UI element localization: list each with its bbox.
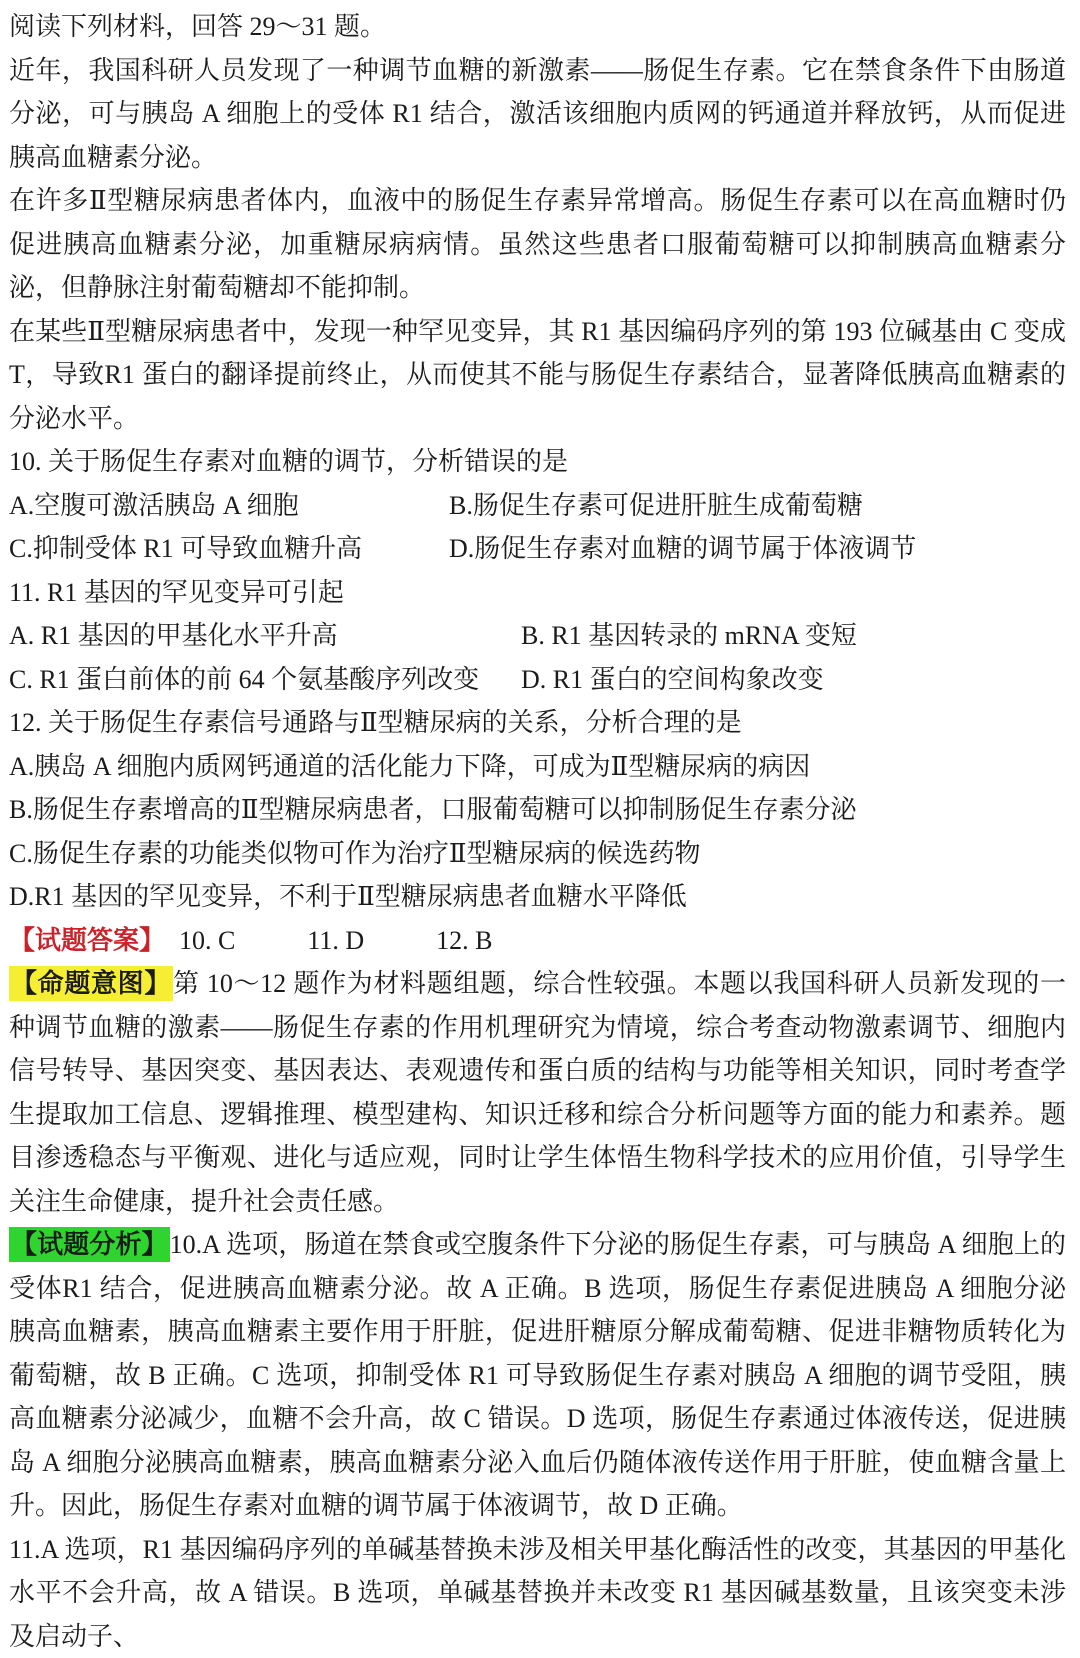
- material-paragraph-1: 近年，我国科研人员发现了一种调节血糖的新激素——肠促生存素。它在禁食条件下由肠道分泌，可与胰岛 A 细胞上的受体 R1 结合，激活该细胞内质网的钙通道并释放钙，从而促进胰高血糖素分泌。: [9, 49, 1066, 180]
- answer-q11: 11. D: [307, 919, 364, 963]
- question-12-option-d: D.R1 基因的罕见变异，不利于Ⅱ型糖尿病患者血糖水平降低: [9, 875, 1066, 919]
- question-10-option-b: B.肠促生存素可促进肝脏生成葡萄糖: [449, 484, 863, 528]
- question-11-stem: 11. R1 基因的罕见变异可引起: [9, 571, 1066, 615]
- question-11: [9, 571, 1066, 702]
- question-12: [9, 701, 1066, 919]
- intro-line: 阅读下列材料，回答 29～31 题。: [9, 5, 1066, 49]
- question-10-option-c: C.抑制受体 R1 可导致血糖升高: [9, 527, 449, 571]
- analysis-text-q10: 10.A 选项，肠道在禁食或空腹条件下分泌的肠促生存素，可与胰岛 A 细胞上的受体R1 结合，促进胰高血糖素分泌。故 A 正确。B 选项，肠促生存素促进胰岛 A 细胞分泌胰高血糖素，胰高血糖素主要作用于肝脏，促进肝糖原分解成葡萄糖、促进非糖物质转化为葡萄糖，故 B 正确。C 选项，抑制受体 R1 可导致肠促生存素对胰岛 A 细胞的调节受阻，胰高血糖素分泌减少，血糖不会升高，故 C 错误。D 选项，肠促生存素通过体液传送，促进胰岛 A 细胞分泌胰高血糖素，胰高血糖素分泌入血后仍随体液传送作用于肝脏，使血糖含量上升。因此，肠促生存素对血糖的调节属于体液调节，故 D 正确。: [9, 1230, 1066, 1520]
- question-11-options-row-1: [9, 614, 1066, 658]
- material-paragraph-2: 在许多Ⅱ型糖尿病患者体内，血液中的肠促生存素异常增高。肠促生存素可以在高血糖时仍促进胰高血糖素分泌，加重糖尿病病情。虽然这些患者口服葡萄糖可以抑制胰高血糖素分泌，但静脉注射葡萄糖却不能抑制。: [9, 179, 1066, 310]
- question-12-option-b: B.肠促生存素增高的Ⅱ型糖尿病患者，口服葡萄糖可以抑制肠促生存素分泌: [9, 788, 1066, 832]
- analysis-paragraph-1: [9, 1223, 1066, 1528]
- answer-label: 【试题答案】: [9, 919, 165, 963]
- question-11-option-d: D. R1 蛋白的空间构象改变: [521, 658, 824, 702]
- question-11-option-b: B. R1 基因转录的 mRNA 变短: [521, 614, 857, 658]
- intent-paragraph: [9, 962, 1066, 1223]
- question-11-option-a: A. R1 基因的甲基化水平升高: [9, 614, 521, 658]
- answer-q12: 12. B: [436, 919, 492, 963]
- question-11-options-row-2: [9, 658, 1066, 702]
- question-10-options-row-1: [9, 484, 1066, 528]
- question-12-option-c: C.肠促生存素的功能类似物可作为治疗Ⅱ型糖尿病的候选药物: [9, 832, 1066, 876]
- question-12-option-a: A.胰岛 A 细胞内质网钙通道的活化能力下降，可成为Ⅱ型糖尿病的病因: [9, 745, 1066, 789]
- question-11-option-c: C. R1 蛋白前体的前 64 个氨基酸序列改变: [9, 658, 521, 702]
- question-12-stem: 12. 关于肠促生存素信号通路与Ⅱ型糖尿病的关系，分析合理的是: [9, 701, 1066, 745]
- answer-row: [9, 919, 1066, 963]
- analysis-label: 【试题分析】: [9, 1227, 170, 1262]
- material-paragraph-3: 在某些Ⅱ型糖尿病患者中，发现一种罕见变异，其 R1 基因编码序列的第 193 位碱基由 C 变成 T，导致R1 蛋白的翻译提前终止，从而使其不能与肠促生存素结合，显著降低胰高血糖素的分泌水平。: [9, 310, 1066, 441]
- question-10: [9, 440, 1066, 571]
- question-10-options-row-2: [9, 527, 1066, 571]
- question-10-option-d: D.肠促生存素对血糖的调节属于体液调节: [449, 527, 916, 571]
- question-10-option-a: A.空腹可激活胰岛 A 细胞: [9, 484, 449, 528]
- question-10-stem: 10. 关于肠促生存素对血糖的调节，分析错误的是: [9, 440, 1066, 484]
- intent-label: 【命题意图】: [9, 966, 173, 1001]
- analysis-paragraph-2: 11.A 选项，R1 基因编码序列的单碱基替换未涉及相关甲基化酶活性的改变，其基因的甲基化水平不会升高，故 A 错误。B 选项，单碱基替换并未改变 R1 基因碱基数量，且该突变未涉及启动子、: [9, 1528, 1066, 1658]
- answer-q10: 10. C: [179, 919, 235, 963]
- intent-text: 第 10～12 题作为材料题组题，综合性较强。本题以我国科研人员新发现的一种调节血糖的激素——肠促生存素的作用机理研究为情境，综合考查动物激素调节、细胞内信号转导、基因突变、基因表达、表观遗传和蛋白质的结构与功能等相关知识，同时考查学生提取加工信息、逻辑推理、模型建构、知识迁移和综合分析问题等方面的能力和素养。题目渗透稳态与平衡观、进化与适应观，同时让学生体悟生物科学技术的应用价值，引导学生关注生命健康，提升社会责任感。: [9, 969, 1066, 1216]
